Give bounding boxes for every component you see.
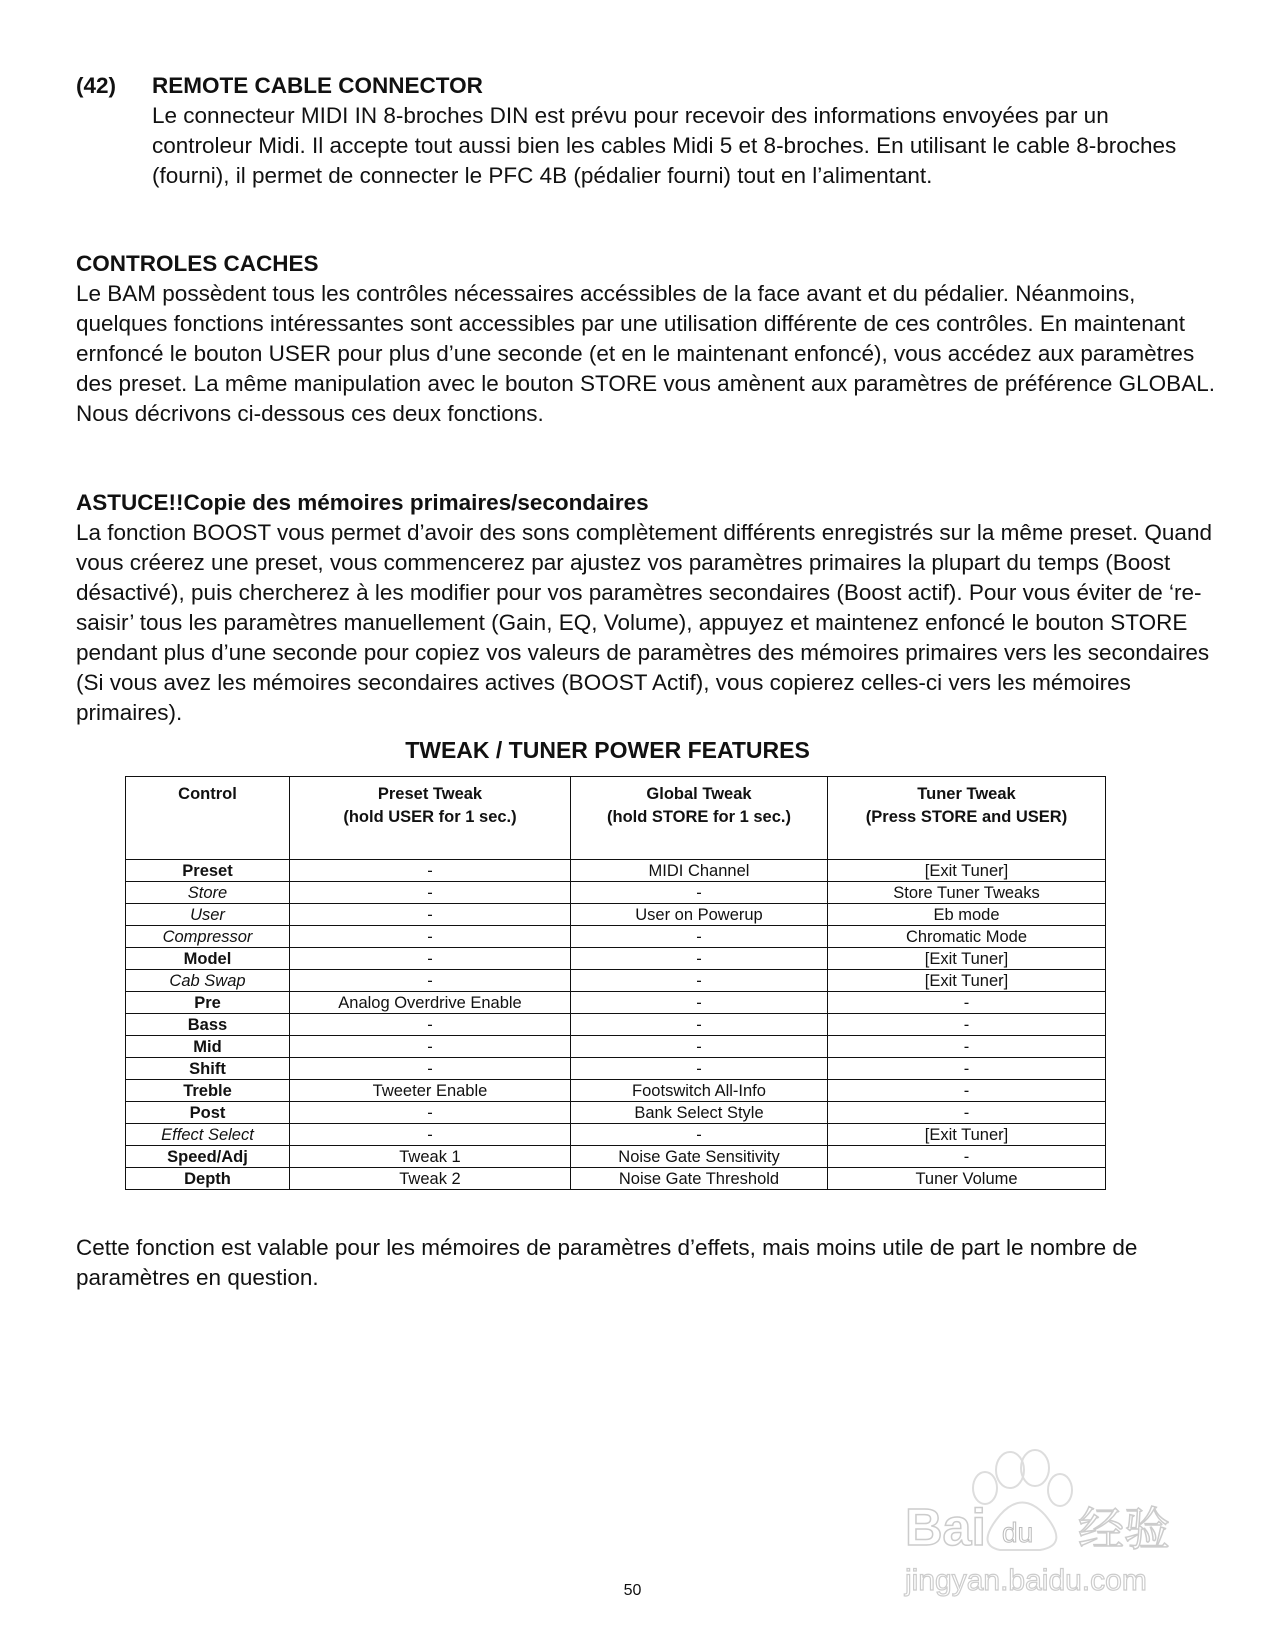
control-name-cell: Effect Select [126, 1124, 290, 1146]
control-name-cell: User [126, 904, 290, 926]
control-name-cell: Post [126, 1102, 290, 1124]
table-cell: - [571, 1014, 828, 1036]
table-cell: Chromatic Mode [828, 926, 1106, 948]
table-cell: - [828, 1036, 1106, 1058]
svg-text:jingyan.baidu.com: jingyan.baidu.com [905, 1564, 1147, 1597]
control-name-cell: Depth [126, 1168, 290, 1190]
page-number: 50 [623, 1582, 642, 1599]
table-cell: Tuner Volume [828, 1168, 1106, 1190]
table-cell: User on Powerup [571, 904, 828, 926]
table-cell: - [828, 1014, 1106, 1036]
table-cell: [Exit Tuner] [828, 860, 1106, 882]
svg-text:经验: 经验 [1078, 1502, 1170, 1556]
table-cell: - [571, 1036, 828, 1058]
table-cell: MIDI Channel [571, 860, 828, 882]
table-cell: - [828, 1102, 1106, 1124]
table-cell: - [290, 1058, 571, 1080]
column-header [290, 777, 571, 860]
svg-text:Bai: Bai [905, 1499, 986, 1557]
column-header-line: Preset Tweak [377, 785, 483, 803]
column-header-line: (Press STORE and USER) [865, 808, 1068, 826]
control-name-cell: Pre [126, 992, 290, 1014]
table-cell: - [290, 882, 571, 904]
table-cell: [Exit Tuner] [828, 1124, 1106, 1146]
control-name-cell: Cab Swap [126, 970, 290, 992]
table-cell: - [828, 1080, 1106, 1102]
table-row [126, 882, 1106, 904]
table-cell: Tweak 1 [290, 1146, 571, 1168]
table-row [126, 948, 1106, 970]
table-cell: - [290, 1102, 571, 1124]
column-header [126, 777, 290, 860]
table-row [126, 1036, 1106, 1058]
table-cell: [Exit Tuner] [828, 948, 1106, 970]
table-cell: - [571, 882, 828, 904]
table-title: TWEAK / TUNER POWER FEATURES [405, 737, 810, 763]
section-tip [76, 488, 1216, 728]
tweak-table [125, 776, 1106, 1190]
table-cell: - [290, 1124, 571, 1146]
control-name-cell: Mid [126, 1036, 290, 1058]
table-cell: - [571, 926, 828, 948]
table-row [126, 992, 1106, 1014]
table-row [126, 970, 1106, 992]
table-cell: Noise Gate Threshold [571, 1168, 828, 1190]
table-cell: - [290, 904, 571, 926]
table-row [126, 1146, 1106, 1168]
control-name-cell: Shift [126, 1058, 290, 1080]
closing-paragraph: Cette fonction est valable pour les mémoires de paramètres d’effets, mais moins utile de part le nombre de paramètres en question. [76, 1235, 1138, 1290]
section-title: CONTROLES CACHES [76, 251, 319, 276]
column-header-line: Control [178, 785, 237, 803]
section-number: (42) [76, 73, 117, 98]
section-body: Le BAM possèdent tous les contrôles nécessaires accéssibles de la face avant et du pédalier. Néanmoins, quelques fonctions intéressantes sont accessibles par une utilisation différente de ces contrôles. En maintenant ernfoncé le bouton USER pour plus d’une seconde (et en le maintenant enfoncé), vous accédez aux paramètres des preset. La même manipulation avec le bouton STORE vous amènent aux paramètres de préférence GLOBAL. Nous décrivons ci-dessous ces deux fonctions. [76, 281, 1215, 426]
column-header [571, 777, 828, 860]
column-header [828, 777, 1106, 860]
table-cell: - [828, 1146, 1106, 1168]
section-body: La fonction BOOST vous permet d’avoir des sons complètement différents enregistrés sur la même preset. Quand vous créerez une preset, vous commencerez par ajustez vos paramètres primaires la plupart du temps (Boost désactivé), puis chercherez à les modifier pour vos paramètres secondaires (Boost actif). Pour vous éviter de ‘re-saisir’ tous les paramètres manuellement (Gain, EQ, Volume), appuyez et maintenez enfoncé le bouton STORE pendant plus d’une seconde pour copiez vos valeurs de paramètres des mémoires primaires vers les secondaires (Si vous avez les mémoires secondaires actives (BOOST Actif), vous copierez celles-ci vers les mémoires primaires). [76, 520, 1212, 725]
table-cell: Analog Overdrive Enable [290, 992, 571, 1014]
table-cell: Eb mode [828, 904, 1106, 926]
control-name-cell: Model [126, 948, 290, 970]
table-cell: - [571, 1124, 828, 1146]
table-cell: - [571, 1058, 828, 1080]
table-cell: - [571, 970, 828, 992]
table-row [126, 1014, 1106, 1036]
svg-text:du: du [1002, 1517, 1034, 1548]
table-cell: - [290, 1014, 571, 1036]
table-cell: Store Tuner Tweaks [828, 882, 1106, 904]
column-header-line: Tuner Tweak [917, 785, 1016, 803]
table-cell: - [828, 1058, 1106, 1080]
control-name-cell: Preset [126, 860, 290, 882]
table-row [126, 1080, 1106, 1102]
control-name-cell: Store [126, 882, 290, 904]
control-name-cell: Bass [126, 1014, 290, 1036]
table-cell: Noise Gate Sensitivity [571, 1146, 828, 1168]
table-cell: - [828, 992, 1106, 1014]
table-cell: - [290, 948, 571, 970]
table-cell: - [290, 970, 571, 992]
table-cell: Tweak 2 [290, 1168, 571, 1190]
table-cell: [Exit Tuner] [828, 970, 1106, 992]
column-header-line: (hold STORE for 1 sec.) [607, 808, 791, 826]
control-name-cell: Treble [126, 1080, 290, 1102]
section-hidden-controls [76, 249, 1216, 429]
column-header-line: (hold USER for 1 sec.) [343, 808, 517, 826]
table-cell: - [290, 860, 571, 882]
table-cell: Footswitch All-Info [571, 1080, 828, 1102]
section-title: REMOTE CABLE CONNECTOR [152, 73, 483, 98]
table-cell: - [571, 992, 828, 1014]
table-row [126, 1124, 1106, 1146]
table-cell: Bank Select Style [571, 1102, 828, 1124]
table-cell: - [290, 1036, 571, 1058]
baidu-watermark-logo [900, 1440, 1200, 1610]
table-cell: Tweeter Enable [290, 1080, 571, 1102]
control-name-cell: Compressor [126, 926, 290, 948]
table-row [126, 926, 1106, 948]
table-row [126, 860, 1106, 882]
table-row [126, 1168, 1106, 1190]
section-body: Le connecteur MIDI IN 8-broches DIN est prévu pour recevoir des informations envoyées par un controleur Midi. Il accepte tout aussi bien les cables Midi 5 et 8-broches. En utilisant le cable 8-broches (fourni), il permet de connecter le PFC 4B (pédalier fourni) tout en l’alimentant. [152, 103, 1177, 188]
section-remote-cable-connector [76, 71, 1206, 191]
table-cell: - [571, 948, 828, 970]
section-title: ASTUCE!!Copie des mémoires primaires/secondaires [76, 490, 649, 515]
table-row [126, 1102, 1106, 1124]
table-row [126, 904, 1106, 926]
table-cell: - [290, 926, 571, 948]
column-header-line: Global Tweak [646, 785, 752, 803]
control-name-cell: Speed/Adj [126, 1146, 290, 1168]
table-row [126, 1058, 1106, 1080]
